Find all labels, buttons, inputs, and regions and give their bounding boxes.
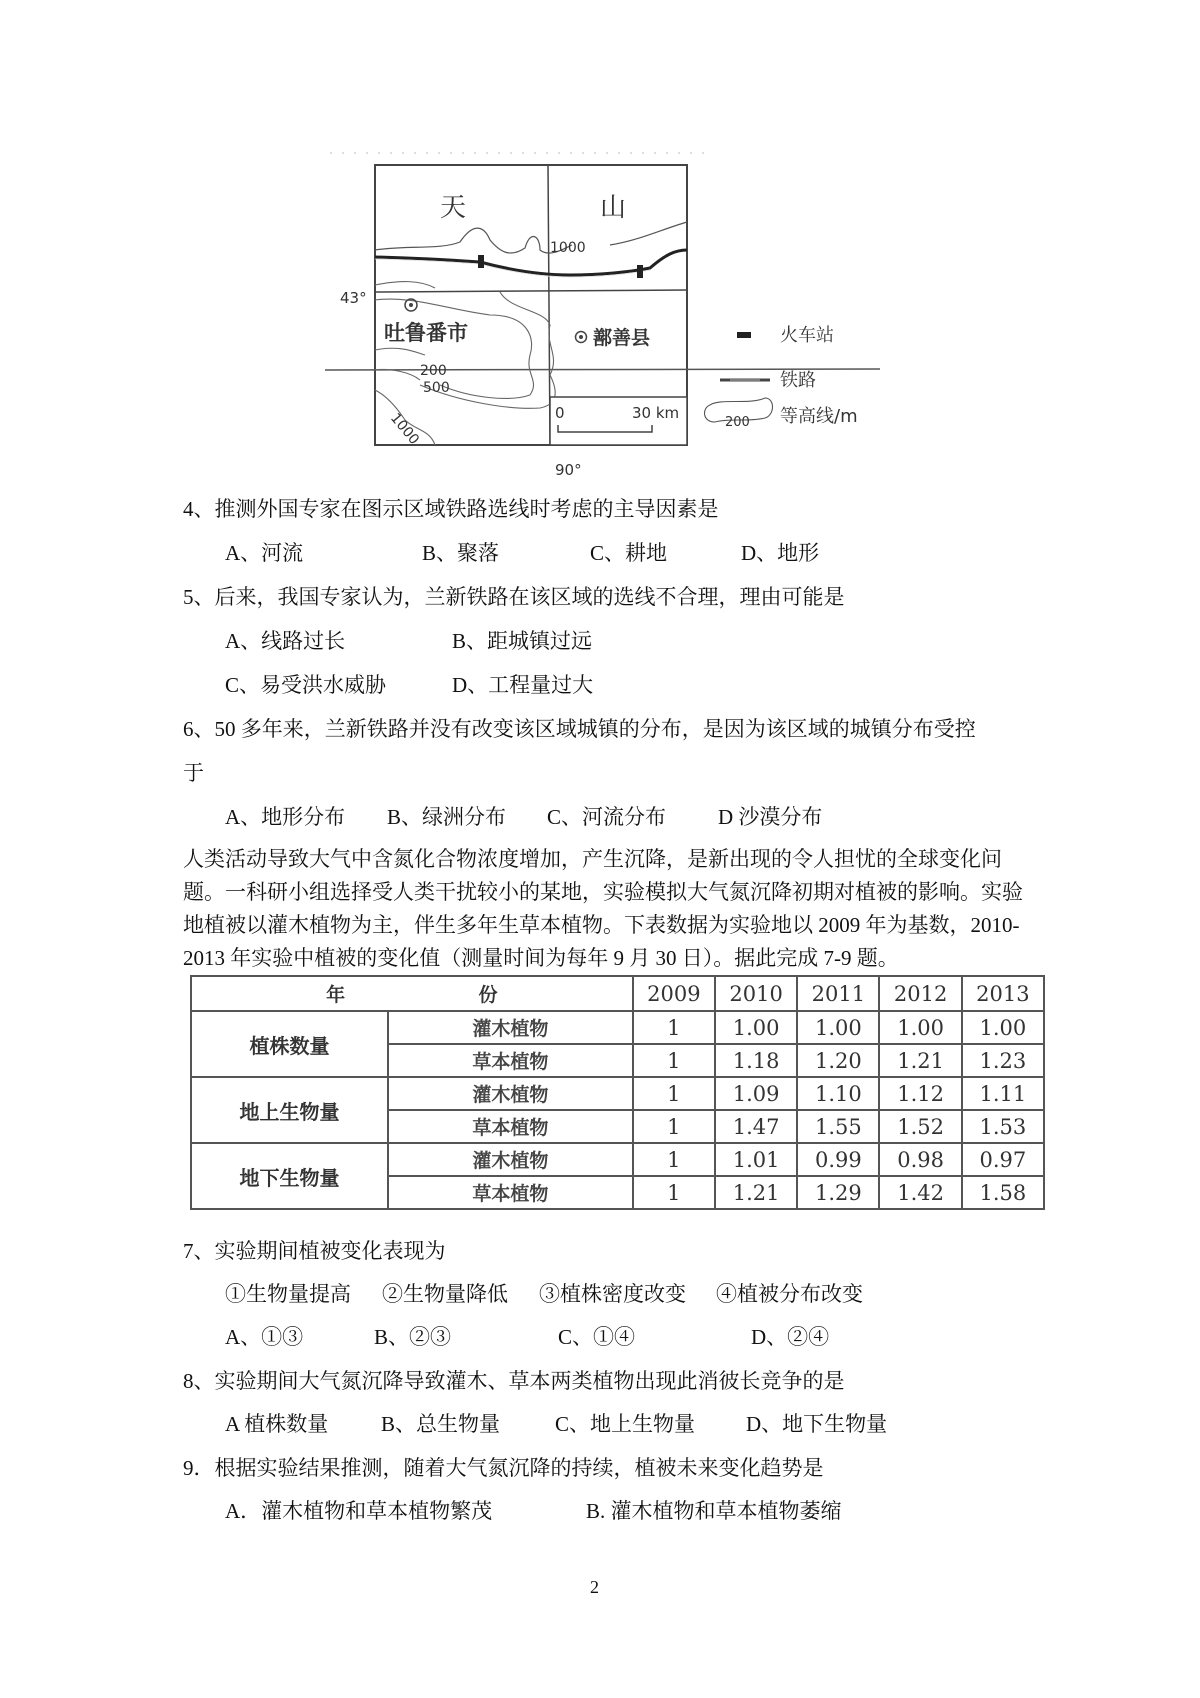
q7-item-3: ③植株密度改变 <box>539 1282 686 1306</box>
latitude-line <box>375 290 687 292</box>
q4-option-b[interactable]: B、聚落 <box>422 541 500 565</box>
header-year-cell <box>191 976 633 1011</box>
table-cell: 1.00 <box>715 1011 797 1044</box>
q6-option-d[interactable]: D 沙漠分布 <box>718 805 823 829</box>
table-cell: 1.23 <box>962 1044 1044 1077</box>
q6-option-a[interactable]: A、地形分布 <box>225 805 346 829</box>
question-6-stem: 6、50 多年来，兰新铁路并没有改变该区域城镇的分布，是因为该区域的城镇分布受控 <box>183 717 976 741</box>
q5-option-a[interactable]: A、线路过长 <box>225 629 346 653</box>
table-row <box>191 1077 1044 1110</box>
group-label: 地上生物量 <box>191 1077 388 1143</box>
header-year: 2012 <box>879 976 961 1011</box>
q7-option-d[interactable]: D、②④ <box>751 1325 830 1349</box>
header-year: 2011 <box>797 976 879 1011</box>
q8-option-d[interactable]: D、地下生物量 <box>746 1412 888 1436</box>
legend-station-label: 火车站 <box>780 325 834 346</box>
table-cell: 1.29 <box>797 1176 879 1209</box>
table-cell: 1.53 <box>962 1110 1044 1143</box>
contour-label-500: 500 <box>423 380 450 396</box>
q7-option-a[interactable]: A、①③ <box>225 1325 304 1349</box>
contour-label-200: 200 <box>420 363 447 379</box>
q4-option-c[interactable]: C、耕地 <box>590 541 668 565</box>
latitude-label: 43° <box>340 289 367 307</box>
table-cell: 0.99 <box>797 1143 879 1176</box>
plant-type: 灌木植物 <box>388 1143 633 1176</box>
header-year: 2010 <box>715 976 797 1011</box>
plant-type: 草本植物 <box>388 1176 633 1209</box>
question-6-stem-cont: 于 <box>183 761 204 785</box>
scale-zero: 0 <box>555 404 565 422</box>
label-tian: 天 <box>440 193 467 223</box>
q5-option-d[interactable]: D、工程量过大 <box>452 673 594 697</box>
scale-max: 30 km <box>632 404 680 422</box>
q7-option-b[interactable]: B、②③ <box>374 1325 452 1349</box>
label-shan: 山 <box>600 193 627 223</box>
legend-station-icon <box>737 332 751 338</box>
plant-type: 草本植物 <box>388 1110 633 1143</box>
q7-item-2: ②生物量降低 <box>382 1282 508 1306</box>
contour-label-1000-top: 1000 <box>550 240 586 256</box>
train-station-marker <box>478 255 484 268</box>
table-cell: 1.00 <box>962 1011 1044 1044</box>
header-year: 2009 <box>633 976 715 1011</box>
q9-option-b[interactable]: B. 灌木植物和草本植物萎缩 <box>586 1499 842 1523</box>
q6-option-b[interactable]: B、绿洲分布 <box>387 805 507 829</box>
table-cell: 1.55 <box>797 1110 879 1143</box>
table-cell: 1.47 <box>715 1110 797 1143</box>
table-cell: 1.21 <box>879 1044 961 1077</box>
table-cell: 1.21 <box>715 1176 797 1209</box>
q5-option-c[interactable]: C、易受洪水威胁 <box>225 673 387 697</box>
table-cell: 1 <box>633 1176 715 1209</box>
vegetation-change-table <box>190 975 1045 1210</box>
page-number: 2 <box>590 1577 599 1597</box>
table-cell: 1.01 <box>715 1143 797 1176</box>
question-5-stem: 5、后来，我国专家认为，兰新铁路在该区域的选线不合理，理由可能是 <box>183 585 845 609</box>
group-label: 地下生物量 <box>191 1143 388 1209</box>
header-year-char-b: 份 <box>478 984 498 1006</box>
table-cell: 1.11 <box>962 1077 1044 1110</box>
question-7-stem: 7、实验期间植被变化表现为 <box>183 1239 446 1263</box>
plant-type: 灌木植物 <box>388 1011 633 1044</box>
legend-railway-label: 铁路 <box>780 370 816 391</box>
longitude-label: 90° <box>555 461 582 479</box>
q8-option-a[interactable]: A 植株数量 <box>225 1412 329 1436</box>
table-cell: 1.52 <box>879 1110 961 1143</box>
question-9-stem: 9．根据实验结果推测，随着大气氮沉降的持续，植被未来变化趋势是 <box>183 1456 824 1480</box>
table-cell: 1.10 <box>797 1077 879 1110</box>
table-cell: 1 <box>633 1077 715 1110</box>
topographic-map <box>310 140 890 480</box>
table-cell: 0.98 <box>879 1143 961 1176</box>
table-cell: 1 <box>633 1044 715 1077</box>
train-station-marker <box>637 265 643 278</box>
table-cell: 1.12 <box>879 1077 961 1110</box>
question-4-stem: 4、推测外国专家在图示区域铁路选线时考虑的主导因素是 <box>183 497 719 521</box>
header-year-char-a: 年 <box>326 984 346 1006</box>
table-cell: 1.09 <box>715 1077 797 1110</box>
passage-text: 人类活动导致大气中含氮化合物浓度增加，产生沉降，是新出现的令人担忧的全球变化问题。一科研小组选择受人类干扰较小的某地，实验模拟大气氮沉降初期对植被的影响。实验地植被以灌木植物为主，伴生多年生草本植物。下表数据为实验地以 2009 年为基数，2010-2013 年实验中植被的变化值（测量时间为每年 9 月 30 日）。据此完成 7-9 题。 <box>183 847 1023 970</box>
header-year: 2013 <box>962 976 1044 1011</box>
q7-item-4: ④植被分布改变 <box>716 1282 863 1306</box>
table-cell: 1 <box>633 1011 715 1044</box>
q7-item-1: ①生物量提高 <box>225 1282 351 1306</box>
q4-option-a[interactable]: A、河流 <box>225 541 304 565</box>
table-cell: 1.42 <box>879 1176 961 1209</box>
question-8-stem: 8、实验期间大气氮沉降导致灌木、草本两类植物出现此消彼长竞争的是 <box>183 1369 845 1393</box>
q8-option-c[interactable]: C、地上生物量 <box>555 1412 696 1436</box>
plant-type: 草本植物 <box>388 1044 633 1077</box>
q5-option-b[interactable]: B、距城镇过远 <box>452 629 593 653</box>
legend-contour-label: 等高线/m <box>780 406 858 427</box>
table-header-row <box>191 976 1044 1011</box>
table-row <box>191 1011 1044 1044</box>
q9-option-a[interactable]: A．灌木植物和草本植物繁茂 <box>225 1499 493 1523</box>
table-cell: 1.18 <box>715 1044 797 1077</box>
q6-option-c[interactable]: C、河流分布 <box>547 805 667 829</box>
table-cell: 1.00 <box>797 1011 879 1044</box>
table-row <box>191 1143 1044 1176</box>
table-cell: 1 <box>633 1110 715 1143</box>
legend-contour-value: 200 <box>725 415 750 430</box>
table-cell: 1.00 <box>879 1011 961 1044</box>
q8-option-b[interactable]: B、总生物量 <box>381 1412 501 1436</box>
q7-option-c[interactable]: C、①④ <box>558 1325 636 1349</box>
table-cell: 1.58 <box>962 1176 1044 1209</box>
table-cell: 0.97 <box>962 1143 1044 1176</box>
city-label-shanshan: 鄯善县 <box>593 327 651 349</box>
plant-type: 灌木植物 <box>388 1077 633 1110</box>
group-label: 植株数量 <box>191 1011 388 1077</box>
contour-label-1000-bottom: 1000 <box>386 410 423 448</box>
q4-option-d[interactable]: D、地形 <box>741 541 820 565</box>
contour-line-1000 <box>375 222 687 253</box>
table-cell: 1 <box>633 1143 715 1176</box>
city-label-turpan: 吐鲁番市 <box>384 321 468 345</box>
table-cell: 1.20 <box>797 1044 879 1077</box>
